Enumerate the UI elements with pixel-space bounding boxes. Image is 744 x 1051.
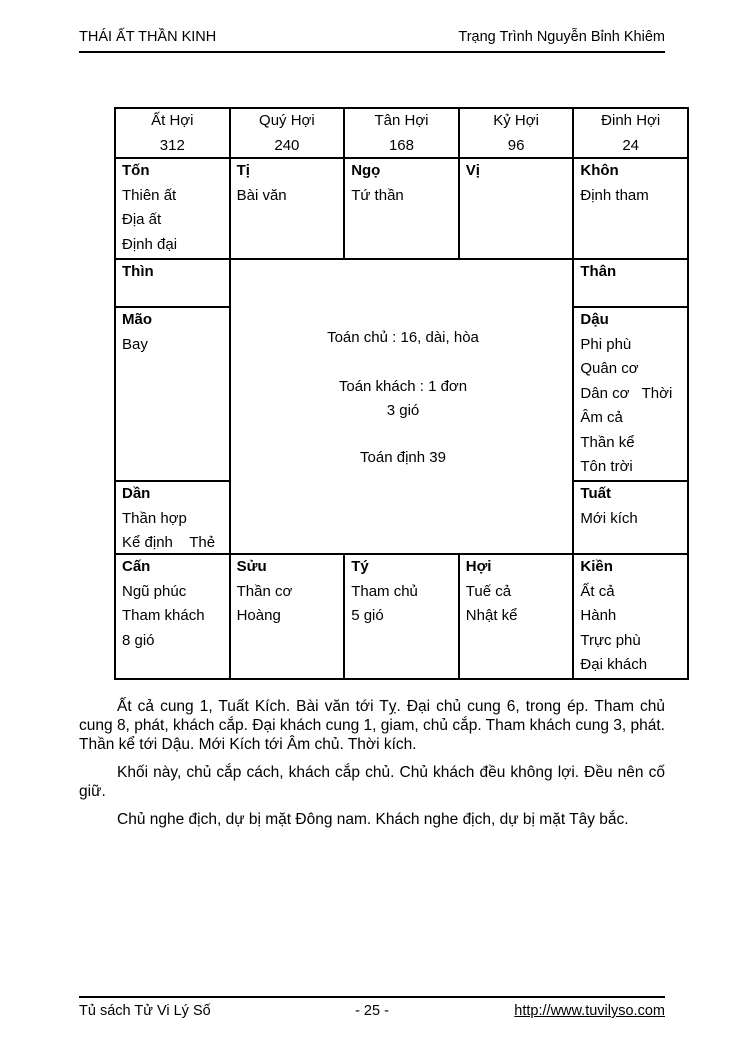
cell-title: Tốn — [122, 162, 150, 179]
cell-title: Sửu — [236, 558, 267, 575]
cell-line: Địa ất — [122, 211, 162, 228]
cell-title: Dậu — [580, 311, 609, 328]
cell-title: Vị — [465, 162, 480, 179]
cell-line: Định đại — [122, 235, 178, 253]
cell-title: Tý — [351, 558, 369, 575]
cell-khon — [573, 158, 688, 259]
cell-line: Nhật kể — [465, 607, 518, 624]
cell-line: Mới kích — [580, 509, 638, 527]
paragraph-2: Khối này, chủ cắp cách, khách cắp chủ. Chủ khách đều không lợi. Đều nên cố giữ. — [79, 764, 665, 800]
cell-title: Cấn — [122, 558, 151, 575]
footer-page-number: - 25 - — [355, 1003, 389, 1019]
cell-title: Mão — [122, 311, 152, 328]
doc-footer — [79, 996, 665, 1019]
year-value: 24 — [622, 136, 640, 154]
toan-chu-text: Toán chủ : 16, dài, hòa — [327, 329, 479, 346]
cell-mao — [115, 307, 230, 481]
cell-tuat — [573, 481, 688, 554]
doc-author: Trạng Trình Nguyễn Bỉnh Khiêm — [458, 29, 665, 45]
cell-title: Thân — [580, 263, 617, 280]
cell-line: Hành — [580, 607, 617, 624]
cell-line: Ngũ phúc — [122, 582, 187, 600]
year-value: 96 — [507, 136, 525, 154]
year-name: Quý Hợi — [259, 112, 315, 129]
year-name: Kỷ Hợi — [493, 112, 539, 129]
cell-dau — [573, 307, 688, 481]
cell-line: Thần hợp — [122, 509, 187, 527]
year-value: 168 — [388, 136, 414, 154]
cell-hoi — [459, 554, 574, 679]
year-name: Đinh Hợi — [601, 112, 661, 129]
cell-line: Phi phù — [580, 335, 632, 353]
cell-dan — [115, 481, 230, 554]
toan-dinh-text: Toán định 39 — [360, 448, 446, 466]
cell-title: Tuất — [580, 485, 611, 502]
cell-line: Hoàng — [236, 607, 281, 624]
year-name: Tân Hợi — [374, 112, 429, 129]
cell-line: 8 gió — [122, 631, 155, 649]
cell-line: Tôn trời — [580, 458, 633, 475]
cell-line: Tứ thần — [351, 186, 404, 204]
cell-title: Kiền — [580, 558, 613, 575]
cell-line: Tham khách — [122, 607, 205, 624]
cell-than — [573, 259, 688, 307]
paragraph-3: Chủ nghe địch, dự bị mặt Đông nam. Khách nghe địch, dự bị mặt Tây bắc. — [117, 811, 629, 828]
cell-kien — [573, 554, 688, 679]
cell-line: 5 gió — [351, 607, 384, 624]
taiat-chart-table — [114, 107, 689, 680]
cell-title: Dần — [122, 485, 151, 502]
cell-line: Quân cơ — [580, 360, 639, 377]
cell-title: Tị — [236, 162, 250, 179]
year-value: 240 — [274, 136, 300, 154]
cell-line: Ất cả — [580, 582, 615, 600]
year-cell-ky-hoi — [459, 108, 574, 158]
cell-line: Thiên ất — [122, 186, 177, 204]
cell-center-calculations — [230, 259, 574, 554]
toan-khach-gio-text: 3 gió — [386, 402, 420, 419]
paragraph-1: Ất cả cung 1, Tuất Kích. Bài văn tới Tỵ. Đại chủ cung 6, trong ép. Tham chủ cung 8, phát, khách cắp. Đại khách cung 1, giam, chủ cắp. Tham khách cung 3, phát. Thần kể tới Dậu. Mới Kích tới Âm chủ. Thời kích. — [79, 698, 665, 753]
year-value: 312 — [159, 136, 185, 154]
year-cell-at-hoi — [115, 108, 230, 158]
cell-line: Trực phù — [580, 631, 641, 649]
cell-line: Thần cơ — [236, 582, 293, 600]
cell-ton — [115, 158, 230, 259]
year-cell-tan-hoi — [344, 108, 459, 158]
cell-thin — [115, 259, 230, 307]
cell-ti — [230, 158, 345, 259]
footer-series-name: Tủ sách Tử Vi Lý Số — [79, 1003, 211, 1019]
doc-header — [79, 29, 665, 53]
cell-title: Khôn — [580, 162, 619, 179]
year-cell-dinh-hoi — [573, 108, 688, 158]
cell-title: Ngọ — [351, 162, 381, 179]
year-name: Ất Hợi — [151, 112, 194, 129]
cell-title: Thìn — [122, 263, 154, 280]
cell-suu — [230, 554, 345, 679]
cell-ty — [344, 554, 459, 679]
cell-ngo — [344, 158, 459, 259]
year-cell-quy-hoi — [230, 108, 345, 158]
footer-url-link[interactable]: http://www.tuvilyso.com — [514, 1003, 665, 1019]
cell-can — [115, 554, 230, 679]
cell-title: Hợi — [465, 558, 492, 575]
cell-line: Đại khách — [580, 656, 648, 673]
cell-line: Kể định Thẻ — [122, 534, 216, 551]
cell-line: Thần kể — [580, 433, 635, 451]
toan-khach-text: Toán khách : 1 đơn — [338, 377, 468, 395]
cell-line: Bài văn — [236, 186, 287, 204]
doc-title: THÁI ẤT THẦN KINH — [79, 29, 217, 45]
cell-line: Bay — [122, 335, 148, 353]
cell-line: Định tham — [580, 186, 649, 204]
cell-line: Tham chủ — [351, 582, 418, 600]
cell-line: Dân cơ Thời — [580, 384, 673, 402]
cell-vi — [459, 158, 574, 259]
cell-line: Tuế cả — [465, 582, 512, 600]
cell-line: Âm cả — [580, 409, 623, 426]
body-text — [79, 697, 665, 838]
